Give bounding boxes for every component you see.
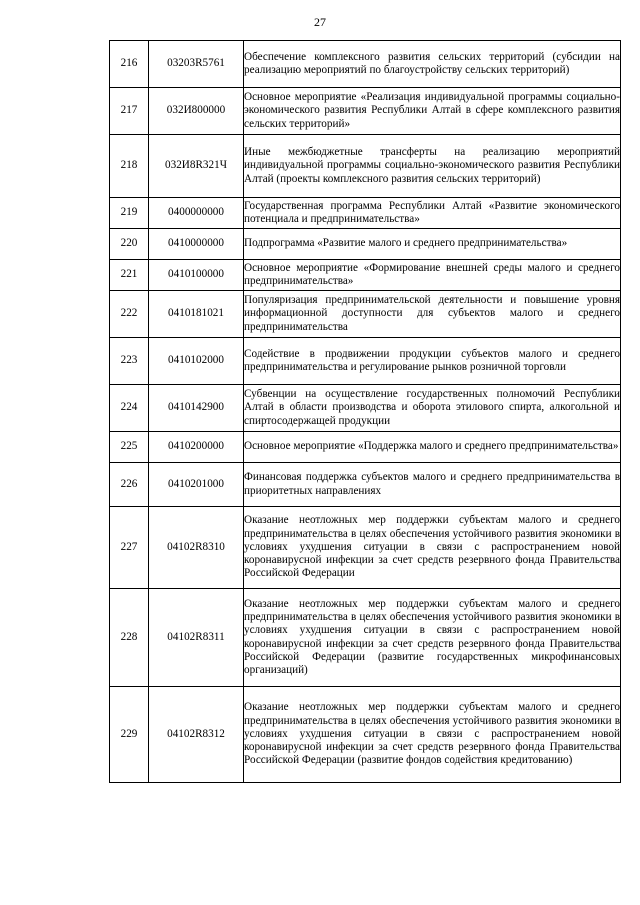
- table-row: [110, 463, 621, 507]
- table-row: [110, 507, 621, 589]
- row-description: Подпрограмма «Развитие малого и среднего предпринимательства»: [244, 229, 621, 260]
- row-number: 228: [110, 589, 149, 687]
- row-code: 04102R8312: [149, 687, 244, 783]
- row-number: 226: [110, 463, 149, 507]
- row-description: Основное мероприятие «Реализация индивидуальной программы социально-экономического развития Республики Алтай в сфере комплексного развития сельских территорий»: [244, 88, 621, 135]
- page-number: 27: [314, 15, 326, 29]
- row-description: Обеспечение комплексного развития сельских территорий (субсидии на реализацию мероприятий по благоустройству сельских территорий): [244, 41, 621, 88]
- table-row: [110, 41, 621, 88]
- row-number: 217: [110, 88, 149, 135]
- row-description: Содействие в продвижении продукции субъектов малого и среднего предпринимательства и регулирование рынков розничной торговли: [244, 338, 621, 385]
- row-code: 04102R8311: [149, 589, 244, 687]
- row-code: 03203R5761: [149, 41, 244, 88]
- table-row: [110, 589, 621, 687]
- row-description: Популяризация предпринимательской деятельности и повышение уровня информационной доступности для субъектов малого и среднего предпринимательства: [244, 291, 621, 338]
- row-number: 229: [110, 687, 149, 783]
- row-code: 0410181021: [149, 291, 244, 338]
- table-row: [110, 198, 621, 229]
- table-row: [110, 88, 621, 135]
- row-code: 0410100000: [149, 260, 244, 291]
- row-number: 216: [110, 41, 149, 88]
- table-row: [110, 229, 621, 260]
- row-description: Иные межбюджетные трансферты на реализацию мероприятий индивидуальной программы социально-экономического развития Республики Алтай (проекты комплексного развития сельских территорий): [244, 135, 621, 198]
- row-description: Финансовая поддержка субъектов малого и среднего предпринимательства в приоритетных направлениях: [244, 463, 621, 507]
- row-number: 223: [110, 338, 149, 385]
- row-code: 0410142900: [149, 385, 244, 432]
- row-number: 225: [110, 432, 149, 463]
- row-description: Основное мероприятие «Формирование внешней среды малого и среднего предпринимательства»: [244, 260, 621, 291]
- row-number: 224: [110, 385, 149, 432]
- table-row: [110, 432, 621, 463]
- table-row: [110, 291, 621, 338]
- table-row: [110, 385, 621, 432]
- row-description: Оказание неотложных мер поддержки субъектам малого и среднего предпринимательства в целях обеспечения устойчивого развития экономики в условиях ухудшения ситуации в связи с распространением новой коронавирусной инфекции за счет средств резервного фонда Правительства Российской Федерации (развитие государственных микрофинансовых организаций): [244, 589, 621, 687]
- table-row: [110, 135, 621, 198]
- row-number: 227: [110, 507, 149, 589]
- row-code: 0410201000: [149, 463, 244, 507]
- row-code: 032И8R321Ч: [149, 135, 244, 198]
- row-code: 0400000000: [149, 198, 244, 229]
- row-code: 04102R8310: [149, 507, 244, 589]
- row-number: 219: [110, 198, 149, 229]
- row-code: 0410200000: [149, 432, 244, 463]
- row-description: Государственная программа Республики Алтай «Развитие экономического потенциала и предпринимательства»: [244, 198, 621, 229]
- table-row: [110, 338, 621, 385]
- row-number: 222: [110, 291, 149, 338]
- row-description: Субвенции на осуществление государственных полномочий Республики Алтай в области производства и оборота этилового спирта, алкогольной и спиртосодержащей продукции: [244, 385, 621, 432]
- row-description: Оказание неотложных мер поддержки субъектам малого и среднего предпринимательства в целях обеспечения устойчивого развития экономики в условиях ухудшения ситуации в связи с распространением новой коронавирусной инфекции за счет средств резервного фонда Правительства Российской Федерации (развитие фондов содействия кредитованию): [244, 687, 621, 783]
- row-number: 221: [110, 260, 149, 291]
- row-description: Оказание неотложных мер поддержки субъектам малого и среднего предпринимательства в целях обеспечения устойчивого развития экономики в условиях ухудшения ситуации в связи с распространением новой коронавирусной инфекции за счет средств резервного фонда Правительства Российской Федерации: [244, 507, 621, 589]
- table-row: [110, 260, 621, 291]
- row-code: 0410102000: [149, 338, 244, 385]
- row-code: 0410000000: [149, 229, 244, 260]
- row-number: 220: [110, 229, 149, 260]
- row-code: 032И800000: [149, 88, 244, 135]
- budget-classification-table: [109, 40, 621, 783]
- row-description: Основное мероприятие «Поддержка малого и среднего предпринимательства»: [244, 432, 621, 463]
- row-number: 218: [110, 135, 149, 198]
- table-row: [110, 687, 621, 783]
